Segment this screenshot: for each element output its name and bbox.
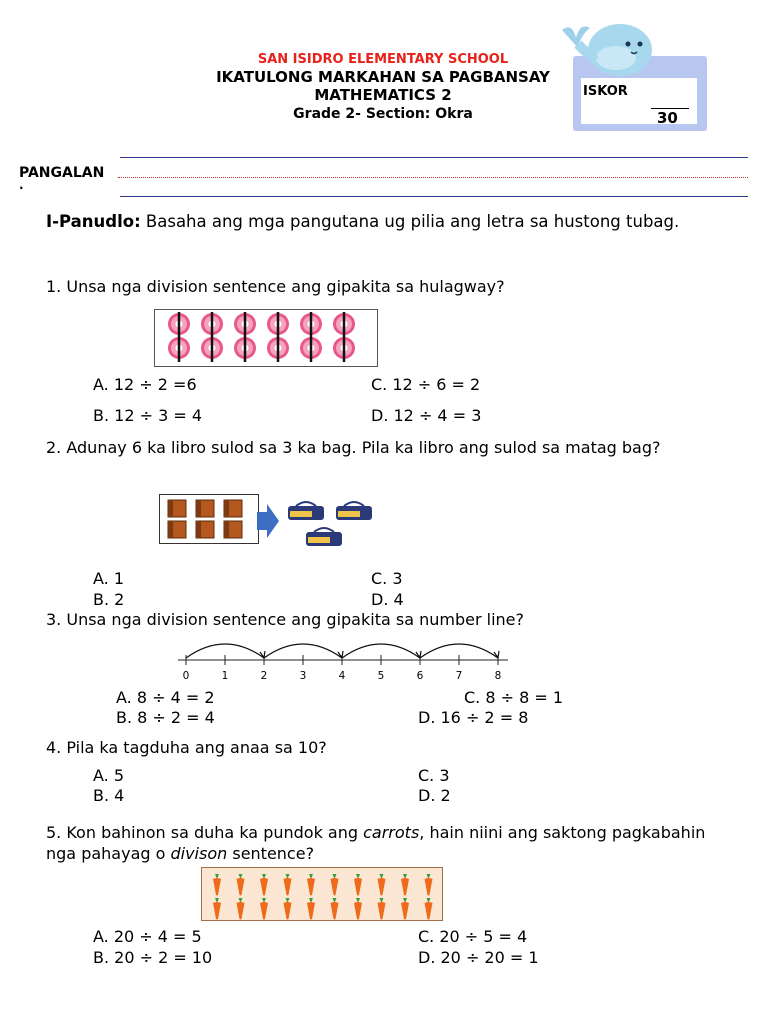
carrot-icon	[401, 874, 409, 896]
tick-label: 8	[494, 670, 502, 682]
carrot-icon	[307, 874, 315, 896]
q5-em-carrots: carrots	[363, 823, 420, 842]
tick-label: 4	[338, 670, 346, 682]
number-line	[176, 636, 510, 668]
tick-label: 7	[455, 670, 463, 682]
bag-icon	[306, 528, 342, 546]
tick-label: 0	[182, 670, 190, 682]
carrot-icon	[331, 898, 339, 920]
q2-option-c[interactable]: C. 3	[371, 569, 403, 588]
q5-option-d[interactable]: D. 20 ÷ 20 = 1	[418, 948, 539, 967]
q5-text-3: sentence?	[227, 844, 315, 863]
name-colon: ·	[19, 181, 24, 195]
tick-label: 5	[377, 670, 385, 682]
number-line-labels	[176, 670, 510, 684]
q4-option-d[interactable]: D. 2	[418, 786, 451, 805]
name-line-top	[120, 157, 748, 158]
carrot-icon	[378, 898, 386, 920]
carrot-icon	[354, 898, 362, 920]
q1-option-b[interactable]: B. 12 ÷ 3 = 4	[93, 406, 203, 425]
bags-icon	[286, 498, 378, 554]
carrot-icon	[260, 898, 268, 920]
q4-option-a[interactable]: A. 5	[93, 766, 125, 785]
bag-icon	[288, 502, 324, 520]
carrot-icon	[213, 898, 221, 920]
q3-option-d[interactable]: D. 16 ÷ 2 = 8	[418, 708, 529, 727]
carrot-icon	[237, 874, 245, 896]
q5-em-division: divison	[170, 844, 228, 863]
book-icon	[168, 521, 186, 538]
carrot-icon	[331, 874, 339, 896]
book-icon	[224, 500, 242, 517]
arrow-icon	[257, 504, 279, 538]
carrot-icon	[425, 898, 433, 920]
tick-label: 2	[260, 670, 268, 682]
carrot-icon	[284, 874, 292, 896]
q2-option-b[interactable]: B. 2	[93, 590, 125, 609]
q5-text-2: , hain niini ang saktong pagkabahin nga pahayag o	[46, 823, 706, 863]
tick-label: 6	[416, 670, 424, 682]
q4-option-b[interactable]: B. 4	[93, 786, 125, 805]
question-3: 3. Unsa nga division sentence ang gipakita sa number line?	[46, 610, 524, 629]
q2-option-d[interactable]: D. 4	[371, 590, 404, 609]
grade-section: Grade 2- Section: Okra	[293, 106, 473, 122]
carrot-icon	[284, 898, 292, 920]
school-name: SAN ISIDRO ELEMENTARY SCHOOL	[257, 52, 509, 67]
q1-option-a[interactable]: A. 12 ÷ 2 =6	[93, 375, 197, 394]
carrots-picture	[201, 867, 443, 921]
q3-option-a[interactable]: A. 8 ÷ 4 = 2	[116, 688, 215, 707]
question-5	[46, 822, 726, 864]
name-label: PANGALAN	[19, 165, 105, 181]
q5-text-1: 5. Kon bahinon sa duha ka pundok ang	[46, 823, 364, 842]
q5-option-a[interactable]: A. 20 ÷ 4 = 5	[93, 927, 202, 946]
name-field[interactable]	[118, 177, 748, 178]
carrot-icon	[354, 874, 362, 896]
q5-option-c[interactable]: C. 20 ÷ 5 = 4	[418, 927, 528, 946]
q3-option-c[interactable]: C. 8 ÷ 8 = 1	[464, 688, 564, 707]
books-box	[159, 494, 259, 544]
book-icon	[196, 521, 214, 538]
question-1: 1. Unsa nga division sentence ang gipakita sa hulagway?	[46, 277, 505, 296]
q2-option-a[interactable]: A. 1	[93, 569, 125, 588]
donut-picture	[154, 309, 378, 367]
q5-option-b[interactable]: B. 20 ÷ 2 = 10	[93, 948, 213, 967]
carrot-icon	[237, 898, 245, 920]
question-4: 4. Pila ka tagduha ang anaa sa 10?	[46, 738, 327, 757]
name-line-bottom	[120, 196, 748, 197]
carrot-icon	[425, 874, 433, 896]
q3-option-b[interactable]: B. 8 ÷ 2 = 4	[116, 708, 215, 727]
subject-title: MATHEMATICS 2	[314, 86, 452, 104]
q1-option-c[interactable]: C. 12 ÷ 6 = 2	[371, 375, 481, 394]
book-icon	[168, 500, 186, 517]
tick-label: 3	[299, 670, 307, 682]
question-2: 2. Adunay 6 ka libro sulod sa 3 ka bag. Pila ka libro ang sulod sa matag bag?	[46, 438, 661, 457]
carrot-icon	[378, 874, 386, 896]
score-label: ISKOR	[583, 84, 628, 99]
book-icon	[196, 500, 214, 517]
bag-icon	[336, 502, 372, 520]
score-total: 30	[657, 109, 678, 127]
whale-icon	[556, 14, 656, 84]
exam-title: IKATULONG MARKAHAN SA PAGBANSAY	[216, 68, 550, 86]
carrot-icon	[213, 874, 221, 896]
tick-label: 1	[221, 670, 229, 682]
instruction-text: Basaha ang mga pangutana ug pilia ang letra sa hustong tubag.	[140, 212, 680, 231]
carrot-icon	[260, 874, 268, 896]
instruction	[46, 211, 716, 233]
carrot-icon	[307, 898, 315, 920]
carrot-icon	[401, 898, 409, 920]
donut-grid	[155, 310, 377, 366]
book-icon	[224, 521, 242, 538]
q4-option-c[interactable]: C. 3	[418, 766, 450, 785]
instruction-label: I-Panudlo:	[46, 212, 141, 231]
q1-option-d[interactable]: D. 12 ÷ 4 = 3	[371, 406, 482, 425]
